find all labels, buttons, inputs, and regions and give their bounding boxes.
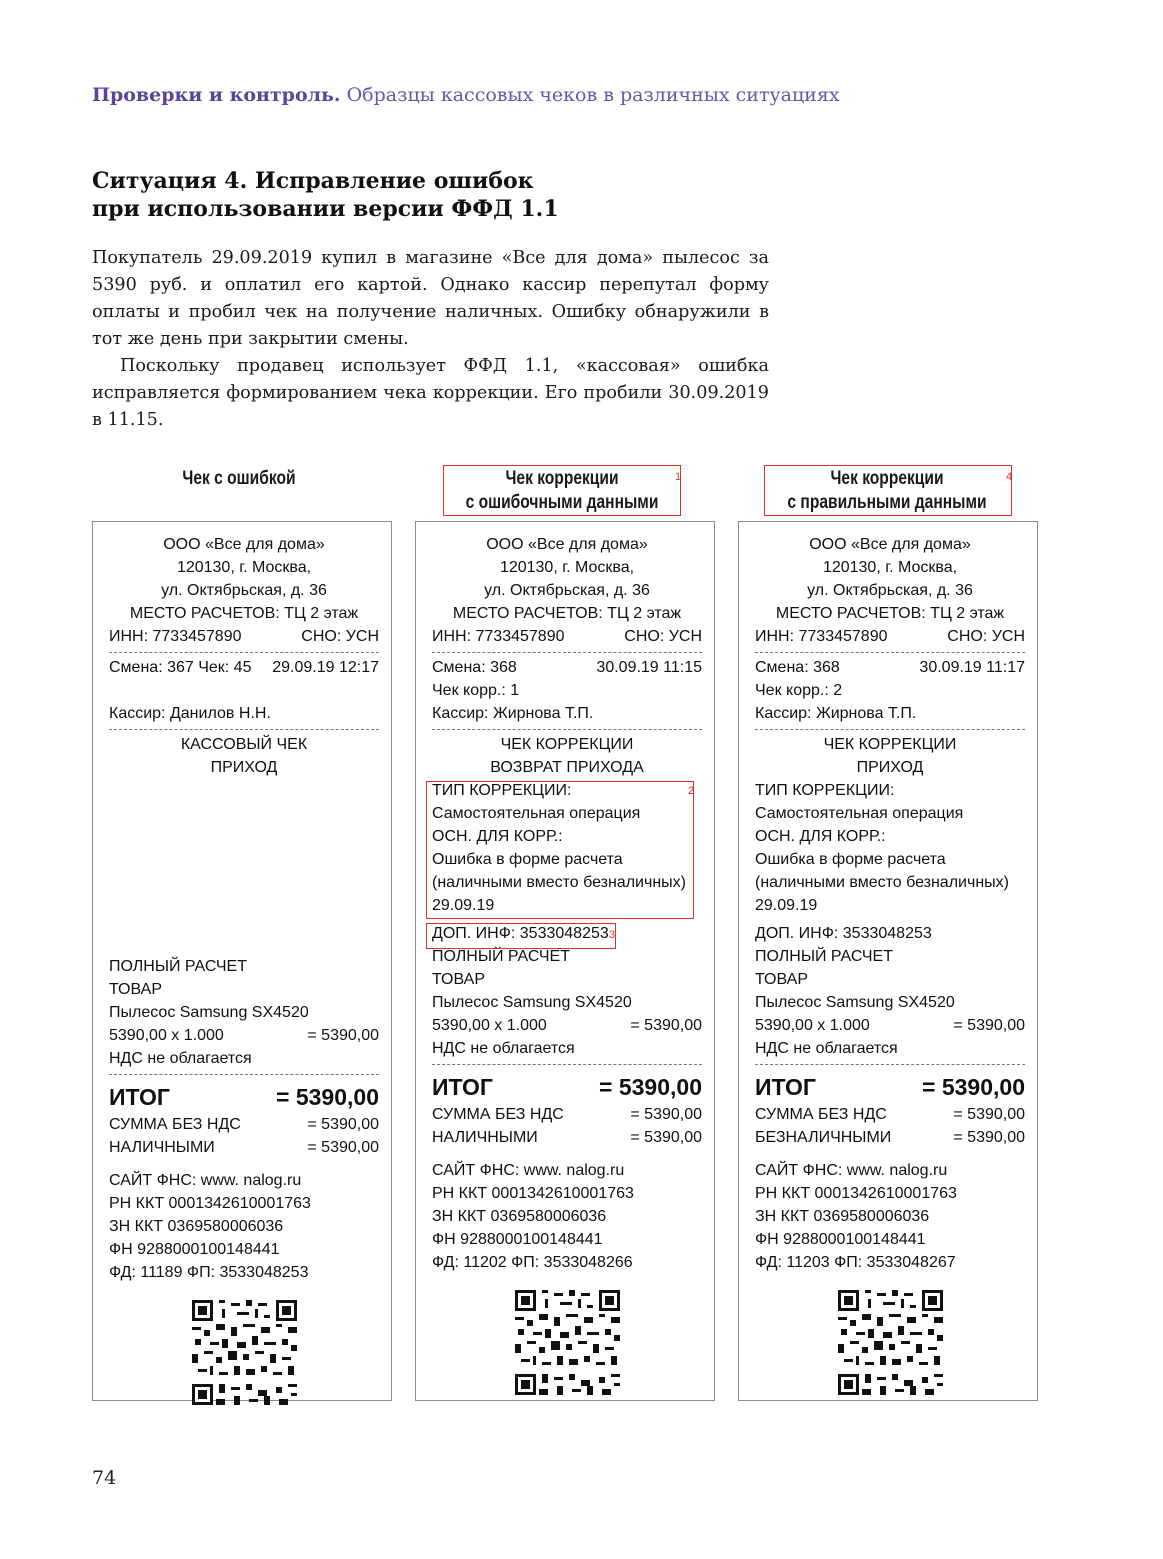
correction-basis: Ошибка в форме расчета: [755, 851, 946, 868]
vat-note: НДС не облагается: [755, 1040, 898, 1057]
divider: [755, 652, 1025, 653]
qr-code-icon: [838, 1290, 943, 1395]
payment-row: [109, 1136, 379, 1159]
total-label: ИТОГ: [755, 1074, 816, 1100]
full-calc: ПОЛНЫЙ РАСЧЕТ: [432, 948, 570, 965]
divider: [755, 1064, 1025, 1065]
inn: ИНН: 7733457890: [755, 628, 888, 645]
tax-system: СНО: УСН: [947, 628, 1025, 645]
tax-system: СНО: УСН: [301, 628, 379, 645]
correction-date: 29.09.19: [432, 897, 495, 914]
datetime: 30.09.19 11:15: [596, 659, 702, 676]
item-qty: 5390,00 х 1.000: [109, 1027, 224, 1044]
payment-value: = 5390,00: [953, 1129, 1025, 1146]
settlement-place: МЕСТО РАСЧЕТОВ: ТЦ 2 этаж: [129, 605, 359, 622]
kkt-serial-number: ЗН ККТ 0369580006036: [755, 1208, 930, 1225]
body-paragraph-1: Покупатель 29.09.2019 купил в магазине «Все для дома» пылесос за 5390 руб. и оплатил его картой. Однако кассир перепутал форму оплаты и пробил чек на получение наличных. Ошибку обнаружили в тот же день при закрытии смены.: [92, 248, 769, 349]
org-name: ООО «Все для дома»: [809, 536, 971, 553]
receipt-correction-right: [738, 521, 1038, 1401]
total-row: [432, 1071, 702, 1103]
fiscal-drive-number: ФН 9288000100148441: [109, 1241, 280, 1258]
payment-row: [432, 1126, 702, 1149]
qr-code-icon: [515, 1290, 620, 1395]
tax-system: СНО: УСН: [624, 628, 702, 645]
column-heading-2-line2: с ошибочными данными: [465, 492, 659, 513]
annotation-mark-3: 3: [609, 929, 616, 941]
divider: [432, 729, 702, 730]
no-vat-row: [109, 1113, 379, 1136]
correction-basis: Ошибка в форме расчета: [432, 851, 623, 868]
highlight-box-4: [764, 465, 1012, 516]
correction-date: 29.09.19: [755, 897, 818, 914]
cashier: Кассир: Данилов Н.Н.: [109, 705, 271, 722]
no-vat-row: [755, 1103, 1025, 1126]
highlight-box-2: [426, 781, 694, 919]
section-title-line1: Ситуация 4. Исправление ошибок: [92, 168, 534, 194]
inn-row: [432, 625, 702, 648]
settlement-place: МЕСТО РАСЧЕТОВ: ТЦ 2 этаж: [775, 605, 1005, 622]
section-title: [92, 167, 559, 223]
extra-info: ДОП. ИНФ: 3533048253: [755, 925, 932, 942]
operation-type: ВОЗВРАТ ПРИХОДА: [490, 759, 644, 776]
correction-number: Чек корр.: 2: [755, 682, 843, 699]
receipt-with-error: [92, 521, 392, 1401]
item-name: Пылесос Samsung SX4520: [432, 994, 632, 1011]
total-value: = 5390,00: [922, 1074, 1025, 1100]
correction-number: Чек корр.: 1: [432, 682, 520, 699]
address-line-2: ул. Октябрьская, д. 36: [484, 582, 650, 599]
fiscal-drive-number: ФН 9288000100148441: [755, 1231, 926, 1248]
inn: ИНН: 7733457890: [432, 628, 565, 645]
address-line-1: 120130, г. Москва,: [499, 559, 635, 576]
body-paragraph-2: Поскольку продавец использует ФФД 1.1, «кассовая» ошибка исправляется формированием чека коррекции. Его пробили 30.09.2019 в 11.15.: [92, 356, 769, 430]
highlight-box-1: [443, 465, 681, 516]
divider: [755, 729, 1025, 730]
receipt-correction-wrong: [415, 521, 715, 1401]
fiscal-doc-numbers: ФД: 11202 ФП: 3533048266: [432, 1254, 633, 1271]
fiscal-doc-numbers: ФД: 11203 ФП: 3533048267: [755, 1254, 956, 1271]
org-name: ООО «Все для дома»: [486, 536, 648, 553]
total-label: ИТОГ: [432, 1074, 493, 1100]
no-vat-label: СУММА БЕЗ НДС: [755, 1106, 887, 1123]
doc-type: ЧЕК КОРРЕКЦИИ: [500, 736, 634, 753]
shift: Смена: 368: [432, 659, 517, 676]
address-line-1: 120130, г. Москва,: [822, 559, 958, 576]
column-heading-3-line1: Чек коррекции: [830, 468, 944, 489]
operation-type: ПРИХОД: [210, 759, 278, 776]
item-sum: = 5390,00: [630, 1017, 702, 1034]
no-vat-label: СУММА БЕЗ НДС: [432, 1106, 564, 1123]
correction-basis-detail: (наличными вместо безналичных): [432, 874, 686, 891]
column-heading-1-line1: Чек с ошибкой: [182, 468, 296, 489]
total-row: [109, 1081, 379, 1113]
address-line-1: 120130, г. Москва,: [176, 559, 312, 576]
address-line-2: ул. Октябрьская, д. 36: [807, 582, 973, 599]
item-sum-row: [432, 1014, 702, 1037]
item-sum: = 5390,00: [953, 1017, 1025, 1034]
running-head: [92, 84, 840, 106]
inn-row: [755, 625, 1025, 648]
kkt-serial-number: ЗН ККТ 0369580006036: [109, 1218, 284, 1235]
item-name: Пылесос Samsung SX4520: [109, 1004, 309, 1021]
total-value: = 5390,00: [276, 1084, 379, 1110]
item-sum-row: [109, 1024, 379, 1047]
no-vat-row: [432, 1103, 702, 1126]
divider: [432, 1064, 702, 1065]
receipt-with-error-content: [109, 533, 379, 1405]
shift-row: [109, 656, 379, 679]
no-vat-value: = 5390,00: [953, 1106, 1025, 1123]
item-name: Пылесос Samsung SX4520: [755, 994, 955, 1011]
datetime: 30.09.19 11:17: [919, 659, 1025, 676]
shift: Смена: 367 Чек: 45: [109, 659, 252, 676]
total-label: ИТОГ: [109, 1084, 170, 1110]
item-sum: = 5390,00: [307, 1027, 379, 1044]
receipt-correction-right-content: [755, 533, 1025, 1395]
column-heading-2-line1: Чек коррекции: [505, 468, 619, 489]
correction-basis-label: ОСН. ДЛЯ КОРР.:: [432, 828, 563, 845]
full-calc: ПОЛНЫЙ РАСЧЕТ: [755, 948, 893, 965]
goods-label: ТОВАР: [432, 971, 485, 988]
total-value: = 5390,00: [599, 1074, 702, 1100]
item-qty: 5390,00 х 1.000: [432, 1017, 547, 1034]
fiscal-doc-numbers: ФД: 11189 ФП: 3533048253: [109, 1264, 309, 1281]
address-line-2: ул. Октябрьская, д. 36: [161, 582, 327, 599]
payment-label: НАЛИЧНЫМИ: [432, 1129, 538, 1146]
page-number: 74: [92, 1467, 117, 1489]
column-heading-1: [157, 467, 321, 491]
fns-site: САЙТ ФНС: www. nalog.ru: [432, 1162, 625, 1179]
payment-label: НАЛИЧНЫМИ: [109, 1139, 215, 1156]
shift: Смена: 368: [755, 659, 840, 676]
datetime: 29.09.19 12:17: [272, 659, 379, 676]
operation-type: ПРИХОД: [856, 759, 924, 776]
doc-type: ЧЕК КОРРЕКЦИИ: [823, 736, 957, 753]
highlight-box-3: [426, 923, 616, 949]
section-title-line2: при использовании версии ФФД 1.1: [92, 196, 559, 222]
correction-basis-detail: (наличными вместо безналичных): [755, 874, 1009, 891]
kkt-serial-number: ЗН ККТ 0369580006036: [432, 1208, 607, 1225]
cashier: Кассир: Жирнова Т.П.: [432, 705, 594, 722]
inn: ИНН: 7733457890: [109, 628, 242, 645]
shift-row: [755, 656, 1025, 679]
item-qty: 5390,00 х 1.000: [755, 1017, 870, 1034]
item-sum-row: [755, 1014, 1025, 1037]
no-vat-value: = 5390,00: [630, 1106, 702, 1123]
running-head-section: Проверки и контроль.: [92, 84, 341, 106]
annotation-mark-4: 4: [1006, 471, 1013, 483]
correction-basis-label: ОСН. ДЛЯ КОРР.:: [755, 828, 886, 845]
goods-label: ТОВАР: [109, 981, 162, 998]
fiscal-drive-number: ФН 9288000100148441: [432, 1231, 603, 1248]
annotation-mark-2: 2: [688, 785, 695, 797]
extra-info: ДОП. ИНФ: 3533048253: [432, 925, 609, 942]
annotation-mark-1: 1: [675, 471, 682, 483]
payment-row: [755, 1126, 1025, 1149]
inn-row: [109, 625, 379, 648]
no-vat-label: СУММА БЕЗ НДС: [109, 1116, 241, 1133]
column-heading-3-line2: с правильными данными: [787, 492, 987, 513]
total-row: [755, 1071, 1025, 1103]
kkt-reg-number: РН ККТ 0001342610001763: [432, 1185, 634, 1202]
doc-type: КАССОВЫЙ ЧЕК: [180, 736, 308, 753]
payment-value: = 5390,00: [307, 1139, 379, 1156]
kkt-reg-number: РН ККТ 0001342610001763: [109, 1195, 311, 1212]
body-text: [92, 245, 769, 434]
correction-type: Самостоятельная операция: [755, 805, 964, 822]
cashier: Кассир: Жирнова Т.П.: [755, 705, 917, 722]
correction-type-label: ТИП КОРРЕКЦИИ:: [432, 782, 572, 799]
correction-type: Самостоятельная операция: [432, 805, 641, 822]
no-vat-value: = 5390,00: [307, 1116, 379, 1133]
goods-label: ТОВАР: [755, 971, 808, 988]
qr-code-icon: [192, 1300, 297, 1405]
payment-label: БЕЗНАЛИЧНЫМИ: [755, 1129, 892, 1146]
full-calc: ПОЛНЫЙ РАСЧЕТ: [109, 958, 247, 975]
divider: [432, 652, 702, 653]
divider: [109, 1074, 379, 1075]
vat-note: НДС не облагается: [432, 1040, 575, 1057]
correction-type-label: ТИП КОРРЕКЦИИ:: [755, 782, 895, 799]
receipt-correction-wrong-content: [432, 533, 702, 1395]
shift-row: [432, 656, 702, 679]
settlement-place: МЕСТО РАСЧЕТОВ: ТЦ 2 этаж: [452, 605, 682, 622]
fns-site: САЙТ ФНС: www. nalog.ru: [109, 1172, 302, 1189]
org-name: ООО «Все для дома»: [163, 536, 325, 553]
divider: [109, 652, 379, 653]
running-head-subtitle: Образцы кассовых чеков в различных ситуациях: [346, 84, 840, 106]
vat-note: НДС не облагается: [109, 1050, 252, 1067]
kkt-reg-number: РН ККТ 0001342610001763: [755, 1185, 957, 1202]
fns-site: САЙТ ФНС: www. nalog.ru: [755, 1162, 948, 1179]
payment-value: = 5390,00: [630, 1129, 702, 1146]
divider: [109, 729, 379, 730]
